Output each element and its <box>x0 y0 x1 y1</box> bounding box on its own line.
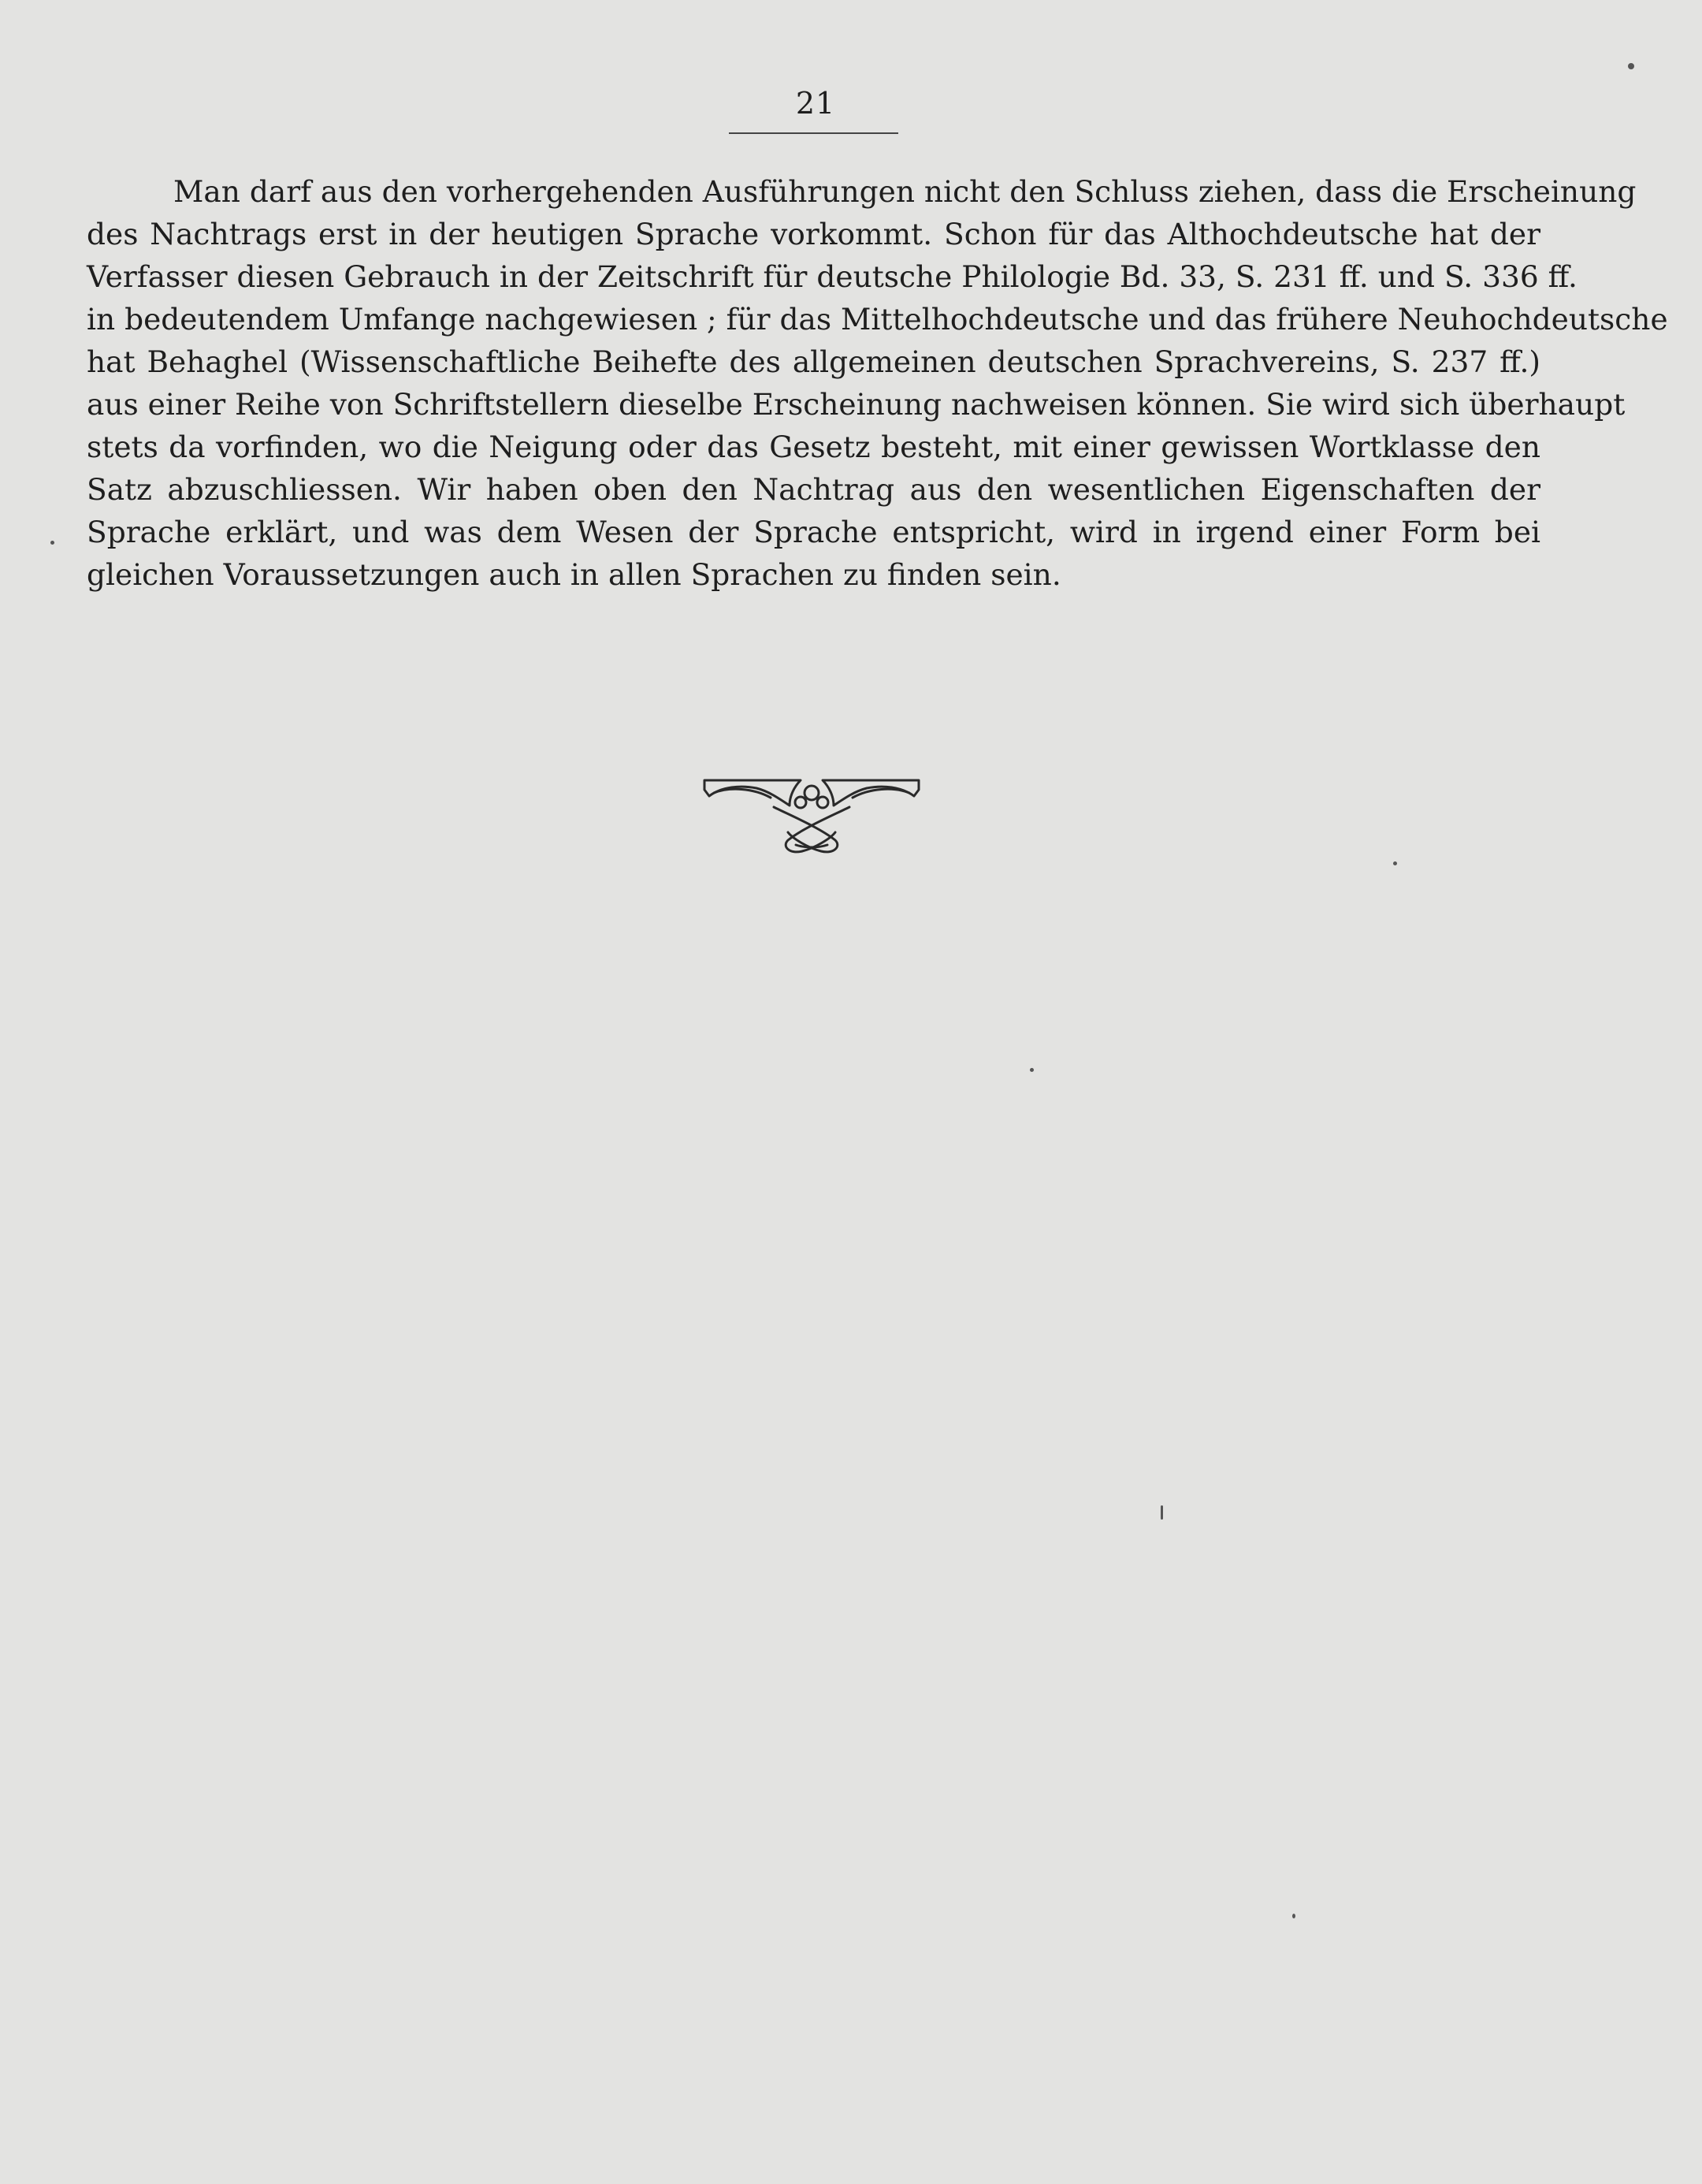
paragraph-line: Man darf aus den vorhergehenden Ausführungen nicht den Schluss ziehen, dass die Erscheinung <box>173 174 1637 209</box>
paragraph-line: Sprache erklärt, und was dem Wesen der Sprache entspricht, wird in irgend einer Form bei <box>87 515 1540 549</box>
paragraph-line: aus einer Reihe von Schriftstellern dieselbe Erscheinung nachweisen können. Sie wird sich überhaupt <box>87 387 1626 422</box>
page-number-rule <box>729 132 898 134</box>
scan-speck <box>1161 1505 1163 1520</box>
scan-speck <box>50 541 54 545</box>
vignette-ornament-icon <box>701 772 922 861</box>
paragraph-line: stets da vorfinden, wo die Neigung oder das Gesetz besteht, mit einer gewissen Wortklasse den <box>87 430 1540 464</box>
scan-speck <box>1393 861 1397 865</box>
page-number: 21 <box>795 86 836 121</box>
paragraph-line: gleichen Voraussetzungen auch in allen Sprachen zu finden sein. <box>87 557 1061 592</box>
scan-speck <box>1292 1914 1295 1918</box>
paragraph-line: des Nachtrags erst in der heutigen Sprache vorkommt. Schon für das Althochdeutsche hat der <box>87 217 1540 251</box>
paragraph-line: Satz abzuschliessen. Wir haben oben den Nachtrag aus den wesentlichen Eigenschaften der <box>87 472 1540 507</box>
paragraph-line: Verfasser diesen Gebrauch in der Zeitschrift für deutsche Philologie Bd. 33, S. 231 ff. und S. 336 ff. <box>87 259 1578 294</box>
scan-speck <box>1628 63 1634 69</box>
body-paragraph <box>87 170 1668 596</box>
paragraph-line: hat Behaghel (Wissenschaftliche Beihefte des allgemeinen deutschen Sprachvereins, S. 237 ff.) <box>87 344 1540 379</box>
paragraph-line: in bedeutendem Umfange nachgewiesen ; für das Mittelhochdeutsche und das frühere Neuhochdeutsche <box>87 302 1668 337</box>
scan-speck <box>1030 1068 1034 1072</box>
